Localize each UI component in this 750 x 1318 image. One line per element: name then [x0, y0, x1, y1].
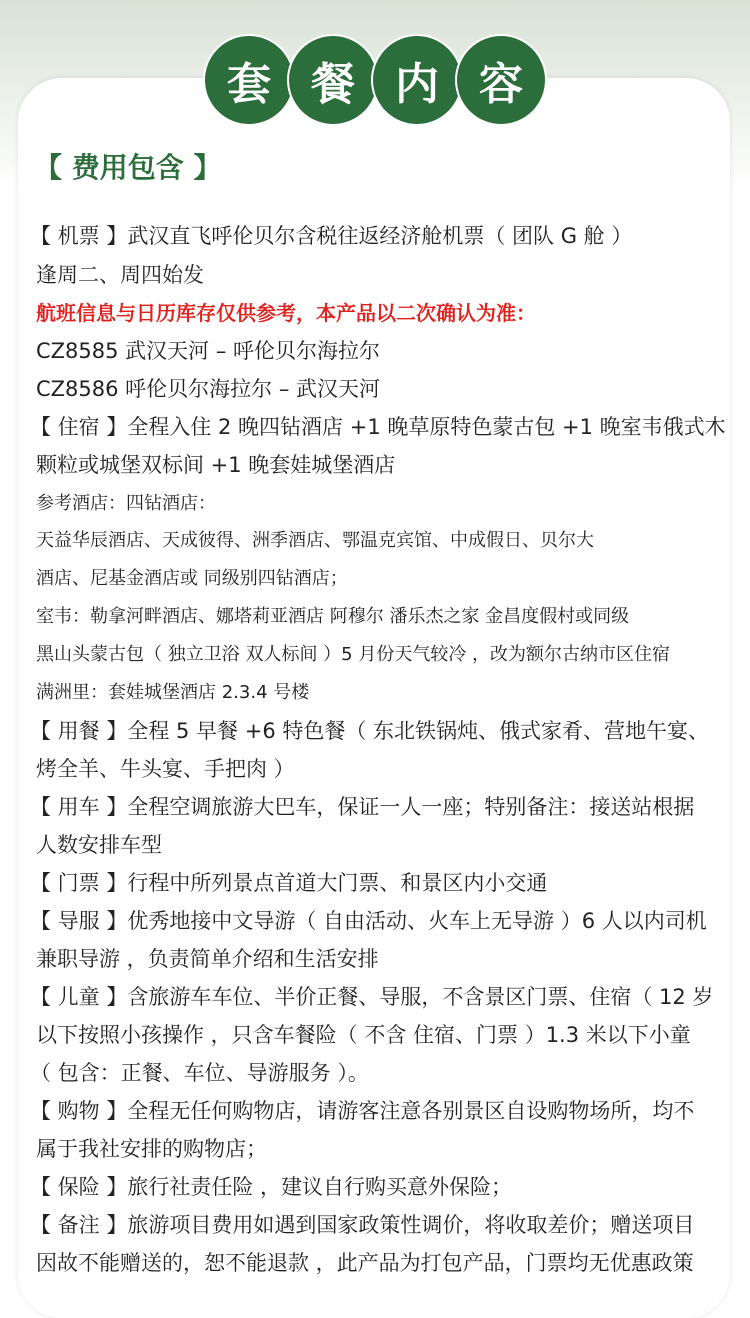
line-guide-cont: 兼职导游 ，负责简单介绍和生活安排 — [36, 947, 379, 971]
line-remarks-cont: 因故不能赠送的，恕不能退款 ，此产品为打包产品，门票均无优惠政策 — [36, 1251, 694, 1275]
line-insurance: 【 保险 】旅行社责任险 ，建议自行购买意外保险； — [30, 1175, 513, 1199]
line-hotels-list-1: 天益华辰酒店、天成彼得、洲季酒店、鄂温克宾馆、中成假日、贝尔大 — [36, 530, 594, 551]
line-departure-days: 逢周二、周四始发 — [36, 263, 204, 287]
line-children: 【 儿童 】含旅游车车位、半价正餐、导服，不含景区门票、住宿（ 12 岁 — [30, 985, 714, 1009]
line-flight-cz8585: CZ8585 武汉天河 – 呼伦贝尔海拉尔 — [36, 339, 381, 363]
line-shopping: 【 购物 】全程无任何购物店，请游客注意各别景区自设购物场所，均不 — [30, 1099, 695, 1123]
line-flight: 【 机票 】武汉直飞呼伦贝尔含税往返经济舱机票（ 团队 G 舱 ） — [30, 224, 633, 248]
line-meals-cont: 烤全羊、牛头宴、手把肉 ） — [36, 757, 295, 781]
line-transport: 【 用车 】全程空调旅游大巴车，保证一人一座；特别备注：接送站根据 — [30, 795, 695, 819]
line-remarks: 【 备注 】旅游项目费用如遇到国家政策性调价，将收取差价；赠送项目 — [30, 1213, 695, 1237]
section-title-fees-included: 【 费用包含 】 — [34, 151, 222, 184]
line-tickets: 【 门票 】行程中所列景点首道大门票、和景区内小交通 — [30, 871, 548, 895]
line-lodging: 【 住宿 】全程入住 2 晚四钻酒店 +1 晚草原特色蒙古包 +1 晚室韦俄式木 — [30, 415, 726, 439]
line-ref-hotels: 参考酒店：四钻酒店： — [36, 493, 216, 514]
title-char-3: 内 — [371, 34, 463, 126]
line-flight-notice: 航班信息与日历库存仅供参考，本产品以二次确认为准： — [36, 301, 536, 325]
title-char-4: 容 — [455, 34, 547, 126]
line-meals: 【 用餐 】全程 5 早餐 +6 特色餐（ 东北铁锅炖、俄式家肴、营地午宴、 — [30, 719, 710, 743]
line-shopping-cont: 属于我社安排的购物店； — [36, 1137, 267, 1161]
title-char-2: 餐 — [287, 34, 379, 126]
package-title — [0, 34, 750, 126]
title-char-1: 套 — [203, 34, 295, 126]
line-flight-cz8586: CZ8586 呼伦贝尔海拉尔 – 武汉天河 — [36, 377, 381, 401]
line-children-cont-1: 以下按照小孩操作 ，只含车餐险（ 不含 住宿、门票 ）1.3 米以下小童 — [36, 1023, 691, 1047]
line-children-cont-2: （ 包含：正餐、车位、导游服务 ）。 — [30, 1061, 369, 1085]
line-manzhouli: 满洲里：套娃城堡酒店 2.3.4 号楼 — [36, 682, 310, 703]
line-guide: 【 导服 】优秀地接中文导游（ 自由活动、火车上无导游 ）6 人以内司机 — [30, 909, 707, 933]
line-lodging-cont: 颗粒或城堡双标间 +1 晚套娃城堡酒店 — [36, 453, 396, 477]
line-heishantou: 黑山头蒙古包（ 独立卫浴 双人标间 ）5 月份天气较冷 ，改为额尔古纳市区住宿 — [36, 644, 671, 665]
line-shiwei-hotels: 室韦：勒拿河畔酒店、娜塔莉亚酒店 阿穆尔 潘乐杰之家 金昌度假村或同级 — [36, 606, 630, 627]
line-transport-cont: 人数安排车型 — [36, 833, 162, 857]
line-hotels-list-2: 酒店、尼基金酒店或 同级别四钻酒店； — [36, 568, 348, 589]
